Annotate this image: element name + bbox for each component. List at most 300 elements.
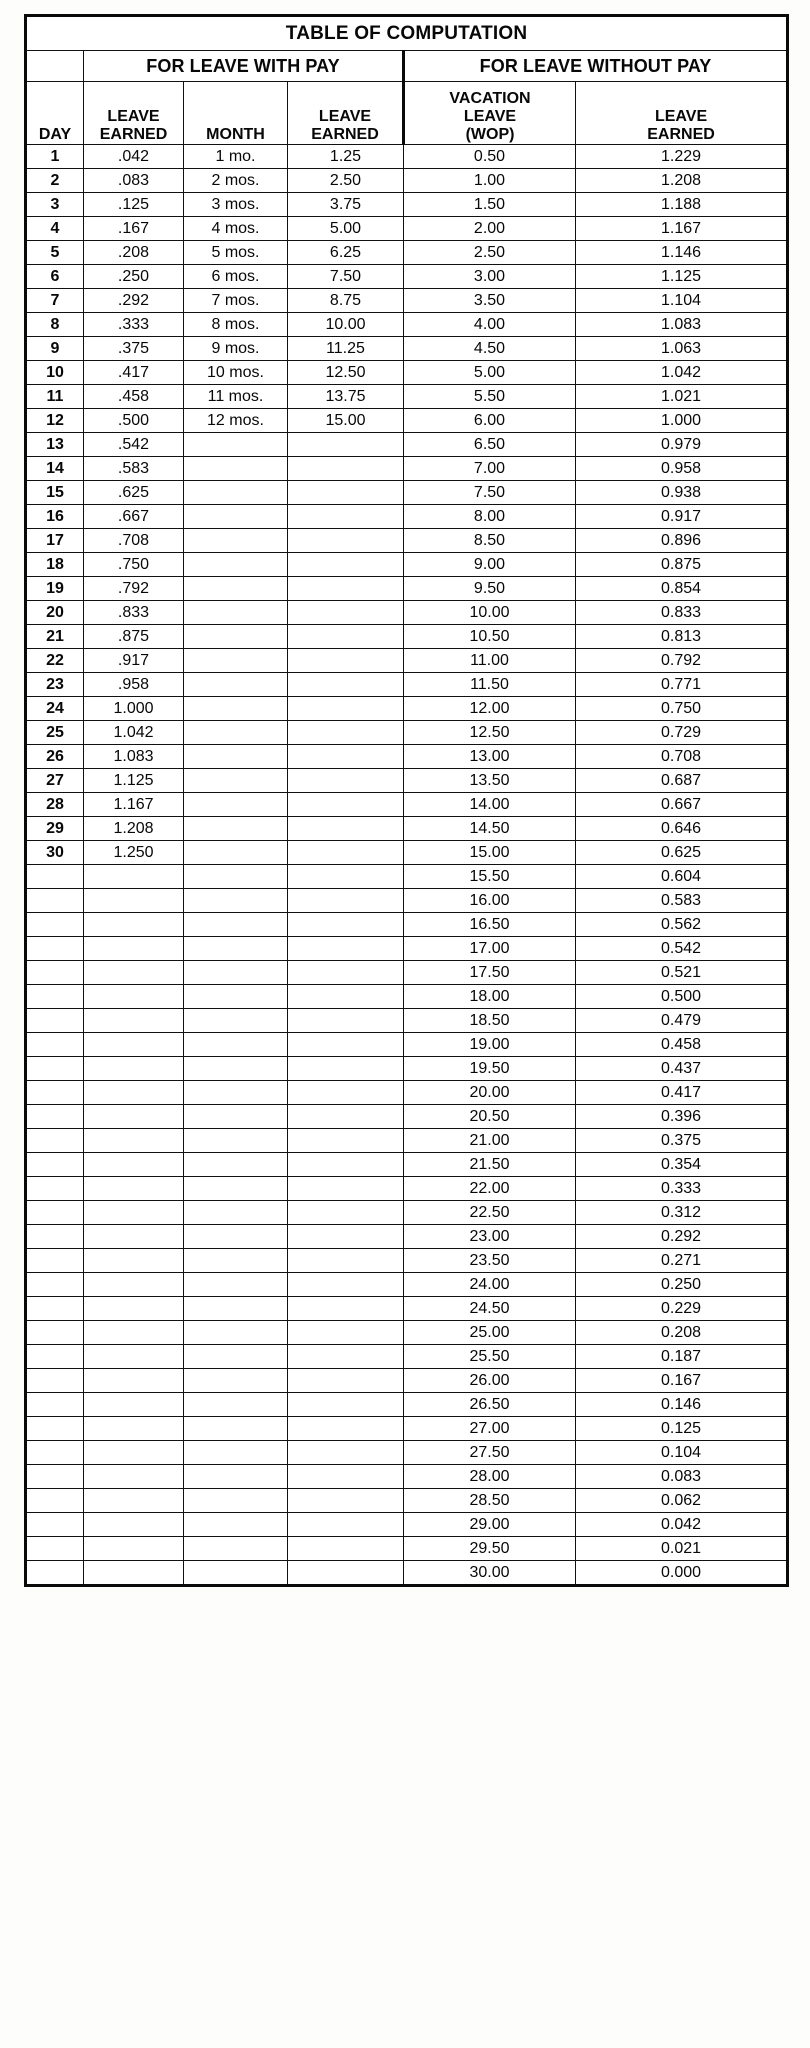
cell-leave-earned: .292 xyxy=(84,289,184,313)
cell-leave-earned xyxy=(84,1513,184,1537)
column-header-vacation-leave-wop: VACATION LEAVE (WOP) xyxy=(404,82,576,145)
column-header-leave-earned-wop: LEAVE EARNED xyxy=(576,82,788,145)
table-row xyxy=(26,1393,788,1417)
cell-month: 4 mos. xyxy=(184,217,288,241)
group-header-with-pay: FOR LEAVE WITH PAY xyxy=(84,51,404,82)
cell-leave-earned: .958 xyxy=(84,673,184,697)
cell-day xyxy=(26,1513,84,1537)
cell-leave-earned: 0.750 xyxy=(576,697,788,721)
cell-day xyxy=(26,961,84,985)
cell-vacation-leave-wop: 21.50 xyxy=(404,1153,576,1177)
cell-day: 18 xyxy=(26,553,84,577)
cell-month xyxy=(184,1513,288,1537)
cell-day xyxy=(26,1129,84,1153)
cell-month xyxy=(184,1249,288,1273)
cell-leave-earned xyxy=(84,1273,184,1297)
cell-leave-earned xyxy=(288,1345,404,1369)
cell-leave-earned: 1.208 xyxy=(576,169,788,193)
cell-vacation-leave-wop: 29.50 xyxy=(404,1537,576,1561)
table-row xyxy=(26,529,788,553)
cell-vacation-leave-wop: 9.50 xyxy=(404,577,576,601)
cell-leave-earned: 0.958 xyxy=(576,457,788,481)
cell-leave-earned: 3.75 xyxy=(288,193,404,217)
cell-leave-earned: .667 xyxy=(84,505,184,529)
cell-leave-earned: .250 xyxy=(84,265,184,289)
cell-leave-earned xyxy=(288,1057,404,1081)
column-header-month: MONTH xyxy=(184,82,288,145)
cell-month xyxy=(184,865,288,889)
cell-vacation-leave-wop: 4.50 xyxy=(404,337,576,361)
cell-leave-earned xyxy=(84,1081,184,1105)
table-row xyxy=(26,1297,788,1321)
cell-leave-earned: 1.25 xyxy=(288,145,404,169)
cell-vacation-leave-wop: 1.50 xyxy=(404,193,576,217)
table-row xyxy=(26,289,788,313)
cell-day xyxy=(26,937,84,961)
table-header xyxy=(26,16,788,145)
cell-leave-earned: 0.771 xyxy=(576,673,788,697)
cell-vacation-leave-wop: 29.00 xyxy=(404,1513,576,1537)
cell-leave-earned xyxy=(288,721,404,745)
cell-leave-earned xyxy=(84,1009,184,1033)
table-body xyxy=(26,145,788,1586)
cell-day xyxy=(26,1489,84,1513)
cell-leave-earned: 0.792 xyxy=(576,649,788,673)
cell-leave-earned: 0.979 xyxy=(576,433,788,457)
cell-day: 27 xyxy=(26,769,84,793)
cell-month xyxy=(184,1225,288,1249)
cell-leave-earned xyxy=(84,1561,184,1586)
cell-leave-earned: .333 xyxy=(84,313,184,337)
cell-vacation-leave-wop: 20.00 xyxy=(404,1081,576,1105)
cell-month xyxy=(184,1345,288,1369)
cell-leave-earned: 0.833 xyxy=(576,601,788,625)
cell-leave-earned xyxy=(288,1369,404,1393)
cell-leave-earned: .542 xyxy=(84,433,184,457)
cell-leave-earned xyxy=(288,1081,404,1105)
cell-leave-earned xyxy=(84,1225,184,1249)
cell-day xyxy=(26,1561,84,1586)
table-row xyxy=(26,265,788,289)
cell-month: 12 mos. xyxy=(184,409,288,433)
cell-leave-earned: 1.104 xyxy=(576,289,788,313)
cell-day xyxy=(26,1393,84,1417)
cell-month: 2 mos. xyxy=(184,169,288,193)
table-row xyxy=(26,1513,788,1537)
cell-vacation-leave-wop: 2.00 xyxy=(404,217,576,241)
cell-vacation-leave-wop: 6.50 xyxy=(404,433,576,457)
cell-leave-earned xyxy=(84,1393,184,1417)
cell-month xyxy=(184,1537,288,1561)
cell-vacation-leave-wop: 11.50 xyxy=(404,673,576,697)
table-row xyxy=(26,1345,788,1369)
cell-leave-earned: 1.208 xyxy=(84,817,184,841)
cell-vacation-leave-wop: 16.50 xyxy=(404,913,576,937)
table-row xyxy=(26,457,788,481)
cell-leave-earned: 0.917 xyxy=(576,505,788,529)
cell-leave-earned xyxy=(84,865,184,889)
cell-vacation-leave-wop: 15.50 xyxy=(404,865,576,889)
cell-leave-earned: 1.042 xyxy=(576,361,788,385)
cell-leave-earned xyxy=(288,457,404,481)
cell-month xyxy=(184,937,288,961)
cell-leave-earned: .917 xyxy=(84,649,184,673)
table-row xyxy=(26,1129,788,1153)
table-row xyxy=(26,1369,788,1393)
cell-leave-earned xyxy=(288,601,404,625)
cell-leave-earned: 0.667 xyxy=(576,793,788,817)
cell-day xyxy=(26,1321,84,1345)
cell-leave-earned: 0.146 xyxy=(576,1393,788,1417)
cell-leave-earned xyxy=(84,1369,184,1393)
cell-leave-earned: 0.875 xyxy=(576,553,788,577)
table-row xyxy=(26,193,788,217)
cell-leave-earned xyxy=(288,625,404,649)
cell-day xyxy=(26,1465,84,1489)
table-row xyxy=(26,985,788,1009)
table-row xyxy=(26,745,788,769)
cell-vacation-leave-wop: 28.50 xyxy=(404,1489,576,1513)
cell-vacation-leave-wop: 4.00 xyxy=(404,313,576,337)
cell-leave-earned xyxy=(288,505,404,529)
cell-vacation-leave-wop: 3.00 xyxy=(404,265,576,289)
table-row xyxy=(26,1465,788,1489)
cell-leave-earned: .708 xyxy=(84,529,184,553)
cell-leave-earned xyxy=(288,673,404,697)
table-row xyxy=(26,1057,788,1081)
table-row xyxy=(26,481,788,505)
cell-day xyxy=(26,1081,84,1105)
cell-month xyxy=(184,481,288,505)
table-row xyxy=(26,649,788,673)
cell-leave-earned xyxy=(288,1441,404,1465)
cell-leave-earned xyxy=(84,913,184,937)
cell-vacation-leave-wop: 23.00 xyxy=(404,1225,576,1249)
table-row xyxy=(26,865,788,889)
cell-leave-earned: 0.354 xyxy=(576,1153,788,1177)
cell-leave-earned: 1.063 xyxy=(576,337,788,361)
table-row xyxy=(26,553,788,577)
cell-month: 3 mos. xyxy=(184,193,288,217)
cell-leave-earned: 0.521 xyxy=(576,961,788,985)
cell-leave-earned xyxy=(288,1513,404,1537)
cell-day xyxy=(26,889,84,913)
cell-leave-earned xyxy=(288,1225,404,1249)
cell-month xyxy=(184,601,288,625)
cell-day: 25 xyxy=(26,721,84,745)
cell-leave-earned: 0.729 xyxy=(576,721,788,745)
cell-leave-earned xyxy=(288,1201,404,1225)
cell-vacation-leave-wop: 26.50 xyxy=(404,1393,576,1417)
cell-vacation-leave-wop: 1.00 xyxy=(404,169,576,193)
cell-leave-earned: .875 xyxy=(84,625,184,649)
cell-leave-earned xyxy=(288,865,404,889)
cell-vacation-leave-wop: 12.00 xyxy=(404,697,576,721)
cell-leave-earned: .375 xyxy=(84,337,184,361)
cell-leave-earned: 8.75 xyxy=(288,289,404,313)
column-header-day: DAY xyxy=(26,82,84,145)
cell-month xyxy=(184,1297,288,1321)
cell-vacation-leave-wop: 19.00 xyxy=(404,1033,576,1057)
cell-month: 5 mos. xyxy=(184,241,288,265)
cell-day xyxy=(26,865,84,889)
cell-month xyxy=(184,793,288,817)
cell-leave-earned xyxy=(288,1009,404,1033)
cell-leave-earned: 0.271 xyxy=(576,1249,788,1273)
cell-month xyxy=(184,697,288,721)
cell-leave-earned: 0.187 xyxy=(576,1345,788,1369)
cell-month xyxy=(184,1441,288,1465)
cell-leave-earned: 0.333 xyxy=(576,1177,788,1201)
cell-day: 13 xyxy=(26,433,84,457)
cell-vacation-leave-wop: 30.00 xyxy=(404,1561,576,1586)
cell-month xyxy=(184,769,288,793)
cell-month xyxy=(184,1561,288,1586)
cell-month xyxy=(184,961,288,985)
cell-leave-earned xyxy=(84,1177,184,1201)
table-row xyxy=(26,889,788,913)
cell-leave-earned: 0.854 xyxy=(576,577,788,601)
table-row xyxy=(26,1561,788,1586)
table-row xyxy=(26,1441,788,1465)
cell-leave-earned: .792 xyxy=(84,577,184,601)
cell-leave-earned xyxy=(288,937,404,961)
table-row xyxy=(26,769,788,793)
cell-month xyxy=(184,841,288,865)
cell-leave-earned: 1.250 xyxy=(84,841,184,865)
cell-vacation-leave-wop: 3.50 xyxy=(404,289,576,313)
cell-leave-earned: 1.146 xyxy=(576,241,788,265)
cell-vacation-leave-wop: 25.00 xyxy=(404,1321,576,1345)
cell-month xyxy=(184,457,288,481)
cell-leave-earned: 0.292 xyxy=(576,1225,788,1249)
cell-leave-earned: 0.167 xyxy=(576,1369,788,1393)
cell-month xyxy=(184,1465,288,1489)
cell-leave-earned: .458 xyxy=(84,385,184,409)
column-header-row xyxy=(26,82,788,145)
table-row xyxy=(26,1153,788,1177)
cell-vacation-leave-wop: 0.50 xyxy=(404,145,576,169)
cell-leave-earned xyxy=(288,1153,404,1177)
cell-day: 22 xyxy=(26,649,84,673)
cell-day xyxy=(26,1057,84,1081)
cell-month xyxy=(184,1009,288,1033)
table-row xyxy=(26,1321,788,1345)
cell-leave-earned xyxy=(288,1465,404,1489)
cell-leave-earned: 15.00 xyxy=(288,409,404,433)
table-row xyxy=(26,817,788,841)
cell-leave-earned xyxy=(288,1177,404,1201)
cell-month xyxy=(184,529,288,553)
cell-vacation-leave-wop: 2.50 xyxy=(404,241,576,265)
page-title: TABLE OF COMPUTATION xyxy=(26,16,788,51)
cell-vacation-leave-wop: 18.50 xyxy=(404,1009,576,1033)
cell-month xyxy=(184,1153,288,1177)
cell-month: 10 mos. xyxy=(184,361,288,385)
cell-month: 8 mos. xyxy=(184,313,288,337)
cell-leave-earned: 0.687 xyxy=(576,769,788,793)
cell-leave-earned xyxy=(288,841,404,865)
cell-month xyxy=(184,1177,288,1201)
cell-leave-earned xyxy=(288,433,404,457)
cell-leave-earned: 6.25 xyxy=(288,241,404,265)
cell-leave-earned xyxy=(84,1153,184,1177)
cell-leave-earned xyxy=(84,985,184,1009)
table-row xyxy=(26,1273,788,1297)
cell-leave-earned xyxy=(288,553,404,577)
cell-vacation-leave-wop: 28.00 xyxy=(404,1465,576,1489)
cell-vacation-leave-wop: 25.50 xyxy=(404,1345,576,1369)
cell-day: 26 xyxy=(26,745,84,769)
cell-leave-earned: 1.188 xyxy=(576,193,788,217)
cell-leave-earned xyxy=(84,937,184,961)
cell-month xyxy=(184,1105,288,1129)
cell-leave-earned xyxy=(288,1321,404,1345)
cell-vacation-leave-wop: 10.00 xyxy=(404,601,576,625)
cell-leave-earned: 0.583 xyxy=(576,889,788,913)
cell-leave-earned xyxy=(288,1033,404,1057)
cell-leave-earned: 0.625 xyxy=(576,841,788,865)
cell-leave-earned xyxy=(288,913,404,937)
cell-day xyxy=(26,1177,84,1201)
cell-leave-earned: 0.417 xyxy=(576,1081,788,1105)
cell-leave-earned: .083 xyxy=(84,169,184,193)
group-header-spacer xyxy=(26,51,84,82)
cell-month xyxy=(184,1369,288,1393)
cell-vacation-leave-wop: 15.00 xyxy=(404,841,576,865)
cell-leave-earned xyxy=(84,1537,184,1561)
table-row xyxy=(26,793,788,817)
table-row xyxy=(26,337,788,361)
table-row xyxy=(26,1489,788,1513)
cell-leave-earned: 0.229 xyxy=(576,1297,788,1321)
cell-month xyxy=(184,673,288,697)
cell-leave-earned xyxy=(288,889,404,913)
group-header-without-pay: FOR LEAVE WITHOUT PAY xyxy=(404,51,788,82)
cell-month xyxy=(184,889,288,913)
cell-leave-earned xyxy=(288,697,404,721)
cell-leave-earned xyxy=(84,1441,184,1465)
cell-day xyxy=(26,1153,84,1177)
cell-leave-earned: 0.479 xyxy=(576,1009,788,1033)
table-row xyxy=(26,1249,788,1273)
cell-day xyxy=(26,1537,84,1561)
cell-leave-earned xyxy=(288,961,404,985)
table-row xyxy=(26,1201,788,1225)
cell-day: 21 xyxy=(26,625,84,649)
cell-leave-earned xyxy=(288,1537,404,1561)
cell-leave-earned: 10.00 xyxy=(288,313,404,337)
cell-day: 6 xyxy=(26,265,84,289)
table-row xyxy=(26,673,788,697)
cell-month xyxy=(184,1489,288,1513)
cell-day: 11 xyxy=(26,385,84,409)
table-row xyxy=(26,937,788,961)
cell-day xyxy=(26,1033,84,1057)
table-row xyxy=(26,1081,788,1105)
cell-day xyxy=(26,1417,84,1441)
cell-day xyxy=(26,1225,84,1249)
cell-leave-earned: 1.000 xyxy=(84,697,184,721)
cell-vacation-leave-wop: 5.00 xyxy=(404,361,576,385)
cell-vacation-leave-wop: 7.50 xyxy=(404,481,576,505)
title-row xyxy=(26,16,788,51)
cell-leave-earned: 0.646 xyxy=(576,817,788,841)
table-row xyxy=(26,145,788,169)
cell-leave-earned xyxy=(288,1297,404,1321)
cell-vacation-leave-wop: 9.00 xyxy=(404,553,576,577)
cell-leave-earned xyxy=(288,985,404,1009)
cell-leave-earned: 1.167 xyxy=(84,793,184,817)
cell-day: 1 xyxy=(26,145,84,169)
cell-leave-earned xyxy=(84,1249,184,1273)
table-row xyxy=(26,697,788,721)
cell-month xyxy=(184,985,288,1009)
cell-leave-earned: 1.083 xyxy=(84,745,184,769)
cell-leave-earned: .042 xyxy=(84,145,184,169)
cell-leave-earned: .583 xyxy=(84,457,184,481)
table-row xyxy=(26,1177,788,1201)
table-row xyxy=(26,169,788,193)
cell-leave-earned: 11.25 xyxy=(288,337,404,361)
cell-vacation-leave-wop: 6.00 xyxy=(404,409,576,433)
cell-day: 3 xyxy=(26,193,84,217)
cell-leave-earned: 1.125 xyxy=(576,265,788,289)
cell-vacation-leave-wop: 13.00 xyxy=(404,745,576,769)
cell-day: 16 xyxy=(26,505,84,529)
cell-leave-earned: 0.062 xyxy=(576,1489,788,1513)
cell-leave-earned: 2.50 xyxy=(288,169,404,193)
table-row xyxy=(26,505,788,529)
cell-leave-earned xyxy=(288,481,404,505)
cell-leave-earned: 13.75 xyxy=(288,385,404,409)
cell-leave-earned: 1.000 xyxy=(576,409,788,433)
cell-leave-earned xyxy=(288,1489,404,1513)
cell-leave-earned: 1.042 xyxy=(84,721,184,745)
cell-vacation-leave-wop: 11.00 xyxy=(404,649,576,673)
cell-vacation-leave-wop: 12.50 xyxy=(404,721,576,745)
cell-leave-earned xyxy=(288,529,404,553)
cell-leave-earned xyxy=(84,1489,184,1513)
cell-leave-earned: 1.167 xyxy=(576,217,788,241)
cell-vacation-leave-wop: 26.00 xyxy=(404,1369,576,1393)
cell-leave-earned xyxy=(84,1297,184,1321)
cell-leave-earned: 7.50 xyxy=(288,265,404,289)
cell-leave-earned: .750 xyxy=(84,553,184,577)
cell-leave-earned xyxy=(84,1129,184,1153)
cell-vacation-leave-wop: 13.50 xyxy=(404,769,576,793)
cell-vacation-leave-wop: 24.00 xyxy=(404,1273,576,1297)
cell-leave-earned xyxy=(84,961,184,985)
cell-day xyxy=(26,1009,84,1033)
cell-month xyxy=(184,1321,288,1345)
cell-day xyxy=(26,1441,84,1465)
cell-leave-earned xyxy=(84,1201,184,1225)
cell-month xyxy=(184,625,288,649)
column-header-leave-earned-month: LEAVE EARNED xyxy=(288,82,404,145)
table-row xyxy=(26,1417,788,1441)
cell-vacation-leave-wop: 14.00 xyxy=(404,793,576,817)
table-row xyxy=(26,1033,788,1057)
cell-month xyxy=(184,817,288,841)
cell-leave-earned: 0.938 xyxy=(576,481,788,505)
cell-leave-earned: 0.500 xyxy=(576,985,788,1009)
cell-month: 1 mo. xyxy=(184,145,288,169)
cell-leave-earned: .500 xyxy=(84,409,184,433)
cell-leave-earned: 0.208 xyxy=(576,1321,788,1345)
cell-leave-earned xyxy=(84,1321,184,1345)
cell-vacation-leave-wop: 10.50 xyxy=(404,625,576,649)
